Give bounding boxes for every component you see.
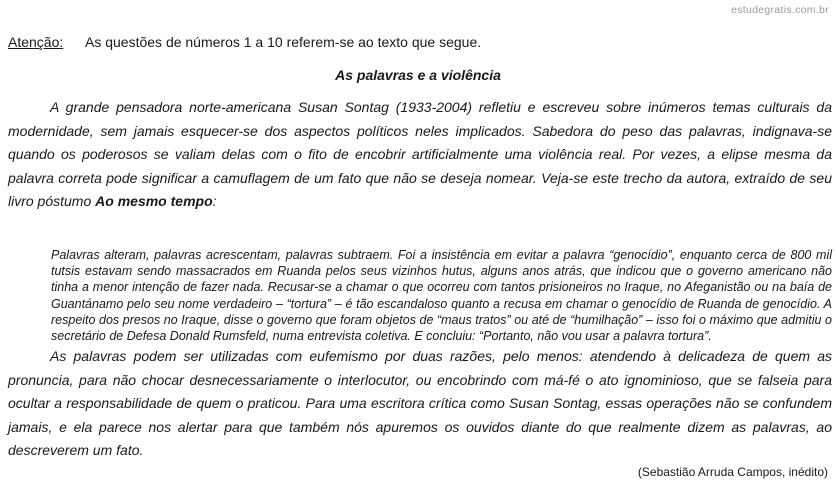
- paragraph-intro: [8, 96, 832, 214]
- attention-text: As questões de números 1 a 10 referem-se ao texto que segue.: [85, 34, 482, 50]
- paragraph-conclusion: As palavras podem ser utilizadas com eufemismo por duas razões, pelo menos: atendendo à delicadeza de quem as pronuncia, para não chocar desnecessariamente o interlocutor, ou encobrindo com má-fé o ato ignominioso, que se falseia para ocultar a responsabilidade de quem o praticou. Para uma escritora crítica como Susan Sontag, essas operações não se confundem jamais, e ela parece nos alertar para que também nós apuremos os ouvidos diante do que realmente dizem as palavras, ao descreverem um fato.: [8, 348, 832, 459]
- block-quote: Palavras alteram, palavras acrescentam, palavras subtraem. Foi a insistência em evitar a palavra “genocídio”, enquanto cerca de 800 mil tutsis estavam sendo massacrados em Ruanda pelos seus vizinhos hutus, alguns anos atrás, que indicou que o governo americano não tinha a menor intenção de fazer nada. Recusar-se a chamar o que ocorreu com tantos prisioneiros no Iraque, no Afeganistão ou na baía de Guantánamo pelo seu nome verdadeiro – “tortura” – é tão escandaloso quanto a recusa em chamar o genocídio de Ruanda de genocídio. A respeito dos presos no Iraque, disse o governo que foram objetos de “maus tratos” ou até de “humilhação” – isso foi o máximo que admitiu o secretário de Defesa Donald Rumsfeld, numa entrevista coletiva. E concluiu: “Portanto, não vou usar a palavra tortura”.: [51, 248, 832, 344]
- attention-label: Atenção:: [8, 34, 64, 50]
- attention-note: [8, 33, 481, 51]
- paragraph-intro-end: :: [212, 193, 217, 210]
- paragraph-intro-text: A grande pensadora norte-americana Susan Sontag (1933-2004) refletiu e escreveu sobre inúmeros temas culturais da modernidade, sem jamais esquecer-se dos aspectos políticos neles implicados. Sabedora do peso das palavras, indignava-se quando os poderosos se valiam delas com o fito de encobrir artificialmente uma violência real. Por vezes, a elipse mesma da palavra correta pode significar a camuflagem de um fato que não se deseja nomear. Veja-se este trecho da autora, extraído de seu livro póstumo: [8, 99, 832, 210]
- source-citation: (Sebastião Arruda Campos, inédito): [637, 465, 828, 479]
- site-watermark: estudegratis.com.br: [731, 4, 829, 16]
- book-title: Ao mesmo tempo: [95, 193, 213, 210]
- text-title: As palavras e a violência: [335, 67, 501, 83]
